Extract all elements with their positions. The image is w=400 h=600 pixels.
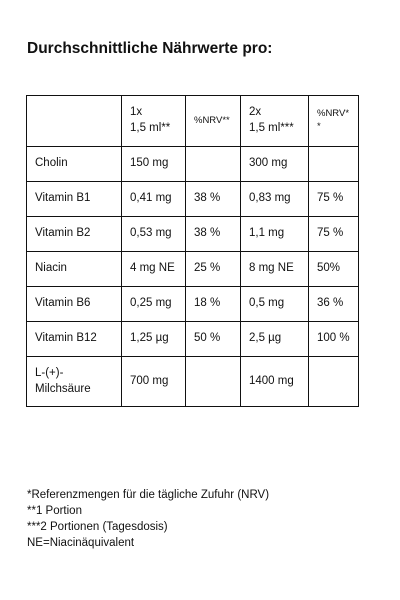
cell-nutrient: L-(+)- Milchsäure	[27, 357, 122, 407]
header-cell-single-dose	[122, 96, 186, 147]
table-row	[27, 147, 359, 182]
cell-nrv-single: 25 %	[186, 252, 241, 287]
cell-amount-single: 0,25 mg	[122, 287, 186, 322]
cell-nrv-double	[309, 147, 359, 182]
cell-amount-single: 0,53 mg	[122, 217, 186, 252]
cell-nutrient: Vitamin B6	[27, 287, 122, 322]
cell-nrv-double	[309, 357, 359, 407]
cell-amount-single: 150 mg	[122, 147, 186, 182]
cell-nrv-double: 75 %	[309, 182, 359, 217]
table-body	[27, 147, 359, 407]
cell-nrv-single	[186, 357, 241, 407]
cell-amount-single: 0,41 mg	[122, 182, 186, 217]
cell-amount-double: 0,5 mg	[241, 287, 309, 322]
cell-amount-single: 700 mg	[122, 357, 186, 407]
cell-amount-double: 0,83 mg	[241, 182, 309, 217]
cell-nrv-double: 100 %	[309, 322, 359, 357]
cell-amount-double: 8 mg NE	[241, 252, 309, 287]
cell-nutrient: Vitamin B12	[27, 322, 122, 357]
header-nrv-single-label: %NRV**	[194, 114, 230, 126]
cell-nrv-single: 50 %	[186, 322, 241, 357]
cell-amount-double: 1400 mg	[241, 357, 309, 407]
header-cell-nrv-double	[309, 96, 359, 147]
cell-nrv-double: 36 %	[309, 287, 359, 322]
cell-amount-double: 1,1 mg	[241, 217, 309, 252]
cell-nutrient: Niacin	[27, 252, 122, 287]
header-single-dose-line1: 1x	[130, 106, 143, 119]
cell-amount-double: 300 mg	[241, 147, 309, 182]
header-double-dose-line2: 1,5 ml***	[249, 122, 294, 134]
page-title: Durchschnittliche Nährwerte pro:	[27, 40, 273, 57]
footnotes	[27, 487, 269, 551]
footnote-nrv: *Referenzmengen für die tägliche Zufuhr (NRV)	[27, 489, 270, 501]
header-cell-double-dose	[241, 96, 309, 147]
table-row	[27, 182, 359, 217]
footnote-niacin-equivalent: NE=Niacinäquivalent	[27, 537, 135, 549]
table-row	[27, 252, 359, 287]
footnote-double-portion: ***2 Portionen (Tagesdosis)	[27, 521, 168, 533]
cell-amount-single: 4 mg NE	[122, 252, 186, 287]
cell-nrv-double: 75 %	[309, 217, 359, 252]
cell-nutrient: Cholin	[27, 147, 122, 182]
table-row	[27, 357, 359, 407]
cell-nrv-single: 38 %	[186, 182, 241, 217]
header-nrv-double-line1: %NRV*	[317, 108, 350, 120]
table-row	[27, 322, 359, 357]
header-cell-nrv-single	[186, 96, 241, 147]
cell-nrv-double: 50%	[309, 252, 359, 287]
cell-nrv-single: 18 %	[186, 287, 241, 322]
cell-amount-single: 1,25 µg	[122, 322, 186, 357]
cell-nrv-single	[186, 147, 241, 182]
cell-amount-double: 2,5 µg	[241, 322, 309, 357]
header-nrv-double-line2: *	[317, 121, 321, 132]
header-cell-nutrient	[27, 96, 122, 147]
table-row	[27, 287, 359, 322]
cell-nutrient: Vitamin B2	[27, 217, 122, 252]
cell-nutrient: Vitamin B1	[27, 182, 122, 217]
table-header-row	[27, 96, 359, 147]
nutrition-table	[26, 95, 359, 407]
cell-nrv-single: 38 %	[186, 217, 241, 252]
header-single-dose-line2: 1,5 ml**	[130, 122, 171, 134]
table-row	[27, 217, 359, 252]
footnote-single-portion: **1 Portion	[27, 505, 82, 517]
header-double-dose-line1: 2x	[249, 106, 262, 119]
